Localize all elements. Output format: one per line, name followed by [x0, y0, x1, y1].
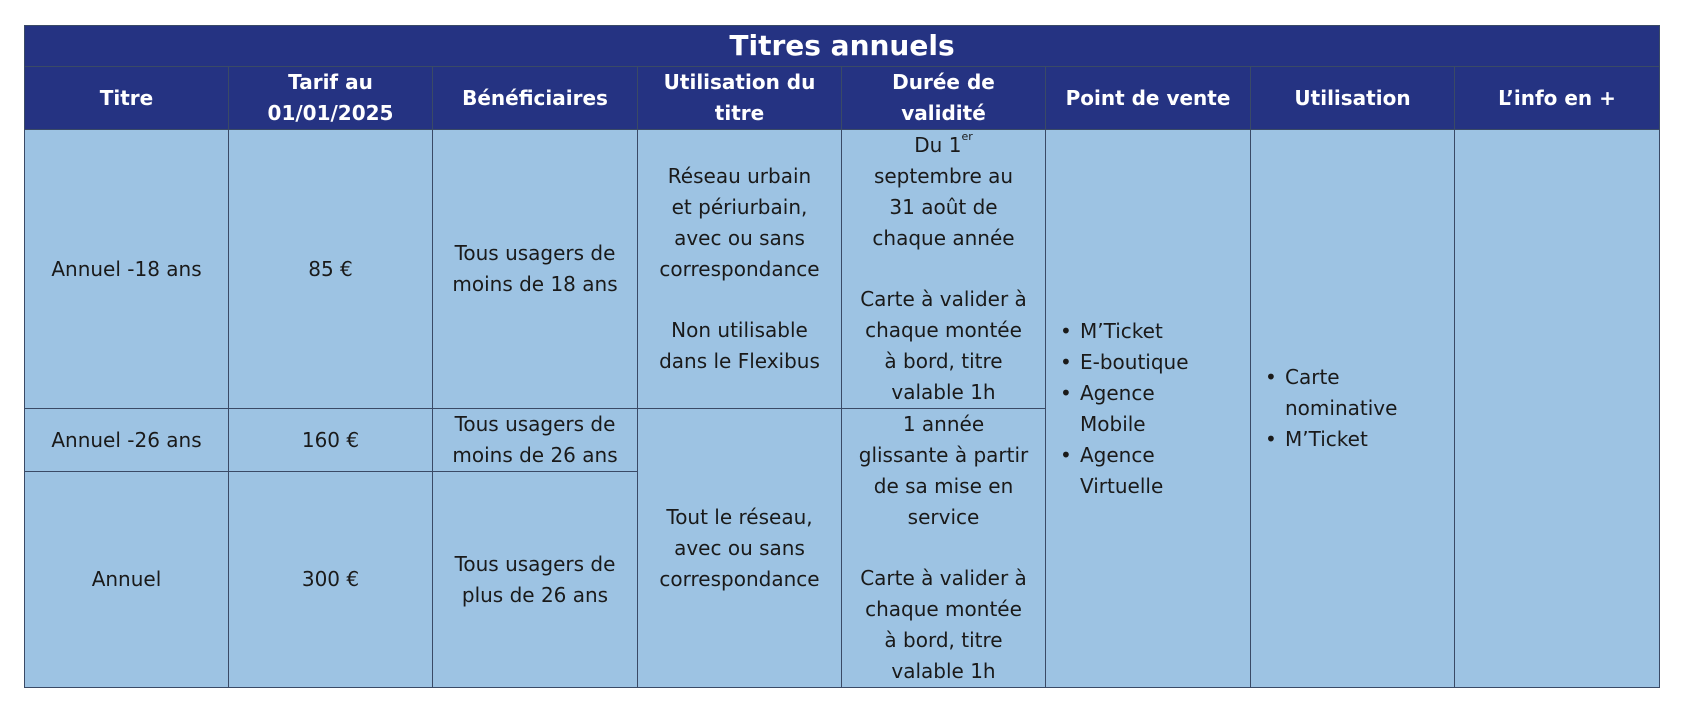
- cell-titre: Annuel: [25, 472, 229, 688]
- header-duree: [842, 67, 1046, 130]
- header-info: [1455, 67, 1660, 130]
- cell-text-line: glissante à partir: [858, 443, 1029, 467]
- list-item: [1263, 362, 1397, 424]
- header-utilisation-titre-line-2: titre: [714, 101, 765, 125]
- header-utilisation: [1251, 67, 1455, 130]
- list-item: [1058, 378, 1189, 440]
- table-row: [25, 130, 1660, 409]
- cell-text-line: avec ou sans: [674, 535, 805, 560]
- cell-text-line: chaque montée: [865, 597, 1022, 621]
- list-item-text: E-boutique: [1080, 349, 1189, 374]
- cell-duree: [842, 409, 1046, 688]
- cell-text-line: et périurbain,: [671, 195, 808, 219]
- cell-text-line: Carte à valider à: [860, 287, 1027, 311]
- cell-beneficiaires: [433, 130, 638, 409]
- cell-text-line: moins de 18 ans: [452, 272, 618, 296]
- line-gap: [846, 533, 1041, 563]
- point-de-vente-list: [1058, 316, 1189, 502]
- duree-prefix: Du 1: [914, 133, 962, 157]
- cell-tarif: 300 €: [229, 472, 433, 688]
- header-duree-line-1: Durée de: [892, 70, 995, 94]
- annual-passes-table: [24, 25, 1660, 688]
- header-tarif-line-2: 01/01/2025: [267, 101, 394, 125]
- list-item: [1058, 440, 1189, 502]
- header-utilisation-titre-line-1: Utilisation du: [663, 70, 816, 94]
- cell-text-line: dans le Flexibus: [659, 349, 820, 373]
- cell-text-line: Tous usagers de: [454, 412, 616, 436]
- cell-text-line: chaque année: [872, 226, 1015, 250]
- cell-point-de-vente: [1046, 130, 1251, 688]
- header-point-de-vente: [1046, 67, 1251, 130]
- cell-text-line: valable 1h: [891, 380, 996, 404]
- header-duree-line-2: validité: [901, 101, 986, 125]
- cell-utilisation: [1251, 130, 1455, 688]
- cell-text-line: avec ou sans: [674, 226, 805, 250]
- cell-utilisation-titre: [638, 130, 842, 409]
- list-item-text: M’Ticket: [1080, 318, 1163, 343]
- header-utilisation-titre: [638, 67, 842, 130]
- cell-text-line: à bord, titre: [884, 349, 1003, 373]
- cell-text-line: correspondance: [659, 257, 820, 281]
- list-item-text: Virtuelle: [1080, 473, 1164, 498]
- cell-tarif: 85 €: [229, 130, 433, 409]
- cell-text-line: Tous usagers de: [454, 241, 616, 265]
- list-item: [1263, 424, 1397, 455]
- cell-duree: [842, 130, 1046, 409]
- cell-text-line: moins de 26 ans: [452, 443, 618, 467]
- header-utilisation-label: Utilisation: [1294, 85, 1411, 110]
- cell-text-line: service: [907, 505, 980, 529]
- list-item-text: • Agence: [1080, 380, 1155, 405]
- cell-text-line: septembre au: [873, 164, 1014, 188]
- cell-text-line: de sa mise en: [873, 474, 1014, 498]
- header-titre: [25, 67, 229, 130]
- cell-utilisation-titre: [638, 409, 842, 688]
- cell-beneficiaires: [433, 472, 638, 688]
- header-tarif: [229, 67, 433, 130]
- cell-text-line: à bord, titre: [884, 628, 1003, 652]
- cell-text-line: 1 année: [902, 412, 985, 436]
- header-beneficiaires: [433, 67, 638, 130]
- list-item-text: • Carte: [1285, 365, 1340, 389]
- cell-text-line: correspondance: [659, 566, 820, 591]
- cell-text-line: valable 1h: [891, 659, 996, 683]
- table-title-row: [25, 26, 1660, 67]
- line-gap: [846, 254, 1041, 284]
- list-item-text: Mobile: [1080, 411, 1146, 436]
- list-item-text: M’Ticket: [1285, 427, 1368, 451]
- cell-text-line: Tous usagers de: [454, 551, 616, 576]
- cell-beneficiaires: [433, 409, 638, 472]
- header-titre-label: Titre: [99, 85, 154, 110]
- cell-titre: Annuel -18 ans: [25, 130, 229, 409]
- cell-info: [1455, 130, 1660, 688]
- ordinal-superscript: er: [961, 130, 973, 143]
- table-header-row: [25, 67, 1660, 130]
- header-point-de-vente-label: Point de vente: [1065, 85, 1231, 110]
- header-tarif-line-1: Tarif au: [288, 70, 373, 94]
- cell-titre: Annuel -26 ans: [25, 409, 229, 472]
- cell-text-line: chaque montée: [865, 318, 1022, 342]
- cell-text-line: Non utilisable: [671, 318, 808, 342]
- line-gap: [642, 285, 837, 315]
- cell-tarif: 160 €: [229, 409, 433, 472]
- list-item: [1058, 347, 1189, 378]
- cell-text-line: [846, 130, 1041, 161]
- header-beneficiaires-label: Bénéficiaires: [462, 85, 608, 110]
- cell-text-line: Tout le réseau,: [666, 504, 813, 529]
- cell-text-line: Réseau urbain: [667, 164, 812, 188]
- list-item-text: nominative: [1285, 396, 1398, 420]
- list-item-text: • Agence: [1080, 442, 1155, 467]
- cell-text-line: plus de 26 ans: [461, 582, 609, 607]
- cell-text-line: 31 août de: [889, 195, 998, 219]
- cell-text-line: Carte à valider à: [860, 566, 1027, 590]
- table-title: Titres annuels: [25, 26, 1660, 67]
- utilisation-list: [1263, 362, 1397, 455]
- header-info-label: L’info en +: [1498, 85, 1616, 110]
- list-item: [1058, 316, 1189, 347]
